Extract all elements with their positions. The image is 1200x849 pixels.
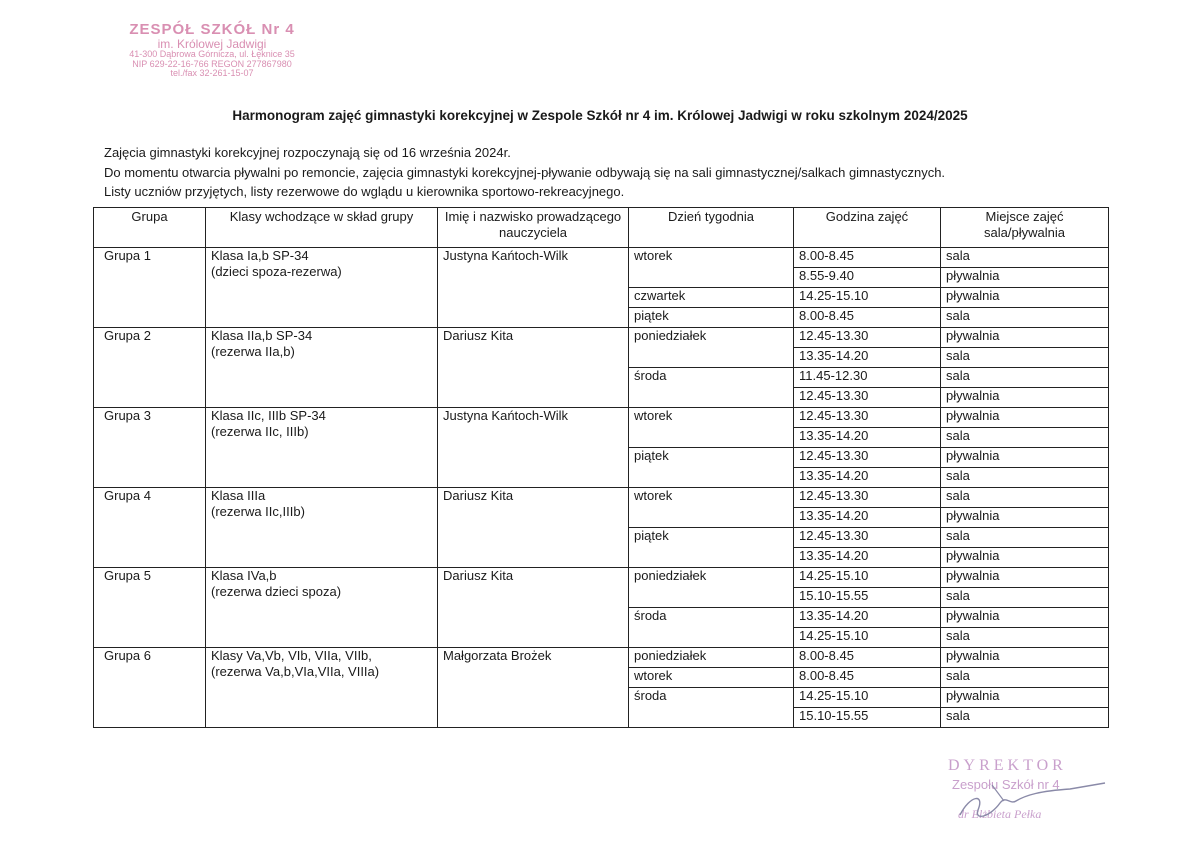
cell-time: 8.00-8.45: [794, 648, 941, 668]
class-line: (rezerwa Va,b,VIa,VIIa, VIIIa): [211, 664, 380, 679]
cell-time: 14.25-15.10: [794, 628, 941, 648]
class-line: Klasa IIa,b SP-34: [211, 328, 313, 343]
schedule-table: [93, 207, 1109, 728]
cell-place: pływalnia: [941, 568, 1109, 588]
cell-classes: [206, 488, 438, 568]
cell-place: pływalnia: [941, 688, 1109, 708]
cell-place: sala: [941, 428, 1109, 448]
cell-day: środa: [629, 608, 794, 648]
cell-day: piątek: [629, 448, 794, 488]
cell-teacher: Dariusz Kita: [438, 568, 629, 648]
cell-time: 8.55-9.40: [794, 268, 941, 288]
cell-time: 13.35-14.20: [794, 468, 941, 488]
handwritten-signature: [930, 755, 1120, 835]
cell-teacher: Dariusz Kita: [438, 328, 629, 408]
cell-time: 14.25-15.10: [794, 688, 941, 708]
header-day: Dzień tygodnia: [629, 208, 794, 248]
cell-teacher: Dariusz Kita: [438, 488, 629, 568]
class-line: Klasy Va,Vb, VIb, VIIa, VIIb,: [211, 648, 372, 663]
intro-line: Do momentu otwarcia pływalni po remoncie, zajęcia gimnastyki korekcyjnej-pływanie odbywają się na sali gimnastycznej/salkach gimnastycznych.: [104, 164, 946, 180]
cell-place: sala: [941, 368, 1109, 388]
schedule-body: [94, 248, 1109, 728]
cell-time: 14.25-15.10: [794, 568, 941, 588]
cell-group: Grupa 1: [94, 248, 206, 328]
cell-classes: [206, 408, 438, 488]
cell-day: piątek: [629, 308, 794, 328]
cell-teacher: Małgorzata Brożek: [438, 648, 629, 728]
cell-place: pływalnia: [941, 328, 1109, 348]
cell-time: 13.35-14.20: [794, 428, 941, 448]
cell-time: 11.45-12.30: [794, 368, 941, 388]
school-stamp: [112, 22, 312, 79]
cell-time: 12.45-13.30: [794, 408, 941, 428]
cell-time: 13.35-14.20: [794, 608, 941, 628]
intro-line: Zajęcia gimnastyki korekcyjnej rozpoczynają się od 16 września 2024r.: [104, 145, 511, 160]
class-line: (rezerwa IIc,IIIb): [211, 504, 305, 519]
header-time: Godzina zajęć: [794, 208, 941, 248]
cell-place: pływalnia: [941, 288, 1109, 308]
cell-classes: [206, 648, 438, 728]
cell-classes: [206, 328, 438, 408]
cell-time: 8.00-8.45: [794, 668, 941, 688]
table-row: [94, 568, 1109, 588]
cell-place: sala: [941, 488, 1109, 508]
cell-group: Grupa 3: [94, 408, 206, 488]
cell-time: 13.35-14.20: [794, 348, 941, 368]
class-line: Klasa IVa,b: [211, 568, 277, 583]
stamp-line-3: 41-300 Dąbrowa Górnicza, ul. Łęknice 35: [129, 49, 295, 60]
cell-place: pływalnia: [941, 388, 1109, 408]
header-place: Miejsce zajęć sala/pływalnia: [941, 208, 1109, 248]
header-teacher: Imię i nazwisko prowadzącego nauczyciela: [438, 208, 629, 248]
cell-time: 15.10-15.55: [794, 708, 941, 728]
cell-day: wtorek: [629, 408, 794, 448]
cell-place: sala: [941, 468, 1109, 488]
cell-day: wtorek: [629, 248, 794, 288]
cell-place: sala: [941, 708, 1109, 728]
table-row: [94, 648, 1109, 668]
cell-place: pływalnia: [941, 448, 1109, 468]
cell-place: sala: [941, 348, 1109, 368]
intro-text: [104, 143, 945, 202]
cell-day: piątek: [629, 528, 794, 568]
table-row: [94, 408, 1109, 428]
director-signature-stamp: [930, 755, 1120, 835]
table-header-row: [94, 208, 1109, 248]
cell-place: sala: [941, 528, 1109, 548]
cell-time: 15.10-15.55: [794, 588, 941, 608]
cell-place: pływalnia: [941, 648, 1109, 668]
table-row: [94, 488, 1109, 508]
cell-place: pływalnia: [941, 508, 1109, 528]
signature-school: Zespołu Szkół nr 4: [952, 777, 1060, 792]
class-line: (rezerwa IIa,b): [211, 344, 295, 359]
cell-place: pływalnia: [941, 408, 1109, 428]
class-line: Klasa IIc, IIIb SP-34: [211, 408, 326, 423]
class-line: Klasa Ia,b SP-34: [211, 248, 309, 263]
cell-day: środa: [629, 368, 794, 408]
cell-time: 14.25-15.10: [794, 288, 941, 308]
cell-place: sala: [941, 628, 1109, 648]
cell-day: poniedziałek: [629, 648, 794, 668]
cell-day: środa: [629, 688, 794, 728]
cell-time: 12.45-13.30: [794, 528, 941, 548]
cell-teacher: Justyna Kańtoch-Wilk: [438, 248, 629, 328]
cell-place: pływalnia: [941, 548, 1109, 568]
cell-time: 13.35-14.20: [794, 508, 941, 528]
stamp-line-1: ZESPÓŁ SZKÓŁ Nr 4: [129, 21, 295, 38]
cell-place: sala: [941, 668, 1109, 688]
stamp-line-5: tel./fax 32-261-15-07: [170, 68, 254, 79]
cell-place: sala: [941, 248, 1109, 268]
cell-classes: [206, 568, 438, 648]
signature-name: dr Elżbieta Pełka: [958, 807, 1042, 821]
class-line: (rezerwa IIc, IIIb): [211, 424, 309, 439]
table-row: [94, 248, 1109, 268]
class-line: (dzieci spoza-rezerwa): [211, 264, 342, 279]
intro-line: Listy uczniów przyjętych, listy rezerwowe do wglądu u kierownika sportowo-rekreacyjnego.: [104, 184, 625, 199]
cell-place: pływalnia: [941, 608, 1109, 628]
cell-time: 8.00-8.45: [794, 308, 941, 328]
class-line: (rezerwa dzieci spoza): [211, 584, 342, 599]
stamp-line-2: im. Królowej Jadwigi: [157, 36, 267, 51]
table-row: [94, 328, 1109, 348]
header-group: Grupa: [94, 208, 206, 248]
signature-title: DYREKTOR: [948, 757, 1067, 774]
cell-time: 8.00-8.45: [794, 248, 941, 268]
cell-group: Grupa 6: [94, 648, 206, 728]
cell-time: 12.45-13.30: [794, 388, 941, 408]
cell-group: Grupa 4: [94, 488, 206, 568]
cell-place: sala: [941, 588, 1109, 608]
document-title: Harmonogram zajęć gimnastyki korekcyjnej w Zespole Szkół nr 4 im. Królowej Jadwigi w roku szkolnym 2024/2025: [232, 108, 968, 123]
cell-place: pływalnia: [941, 268, 1109, 288]
cell-day: wtorek: [629, 668, 794, 688]
cell-time: 13.35-14.20: [794, 548, 941, 568]
header-classes: Klasy wchodzące w skład grupy: [206, 208, 438, 248]
cell-place: sala: [941, 308, 1109, 328]
cell-time: 12.45-13.30: [794, 488, 941, 508]
cell-time: 12.45-13.30: [794, 448, 941, 468]
cell-teacher: Justyna Kańtoch-Wilk: [438, 408, 629, 488]
cell-day: czwartek: [629, 288, 794, 308]
stamp-line-4: NIP 629-22-16-766 REGON 277867980: [132, 58, 292, 69]
cell-day: poniedziałek: [629, 568, 794, 608]
cell-day: wtorek: [629, 488, 794, 528]
cell-classes: [206, 248, 438, 328]
cell-day: poniedziałek: [629, 328, 794, 368]
cell-group: Grupa 2: [94, 328, 206, 408]
cell-time: 12.45-13.30: [794, 328, 941, 348]
cell-group: Grupa 5: [94, 568, 206, 648]
class-line: Klasa IIIa: [211, 488, 266, 503]
